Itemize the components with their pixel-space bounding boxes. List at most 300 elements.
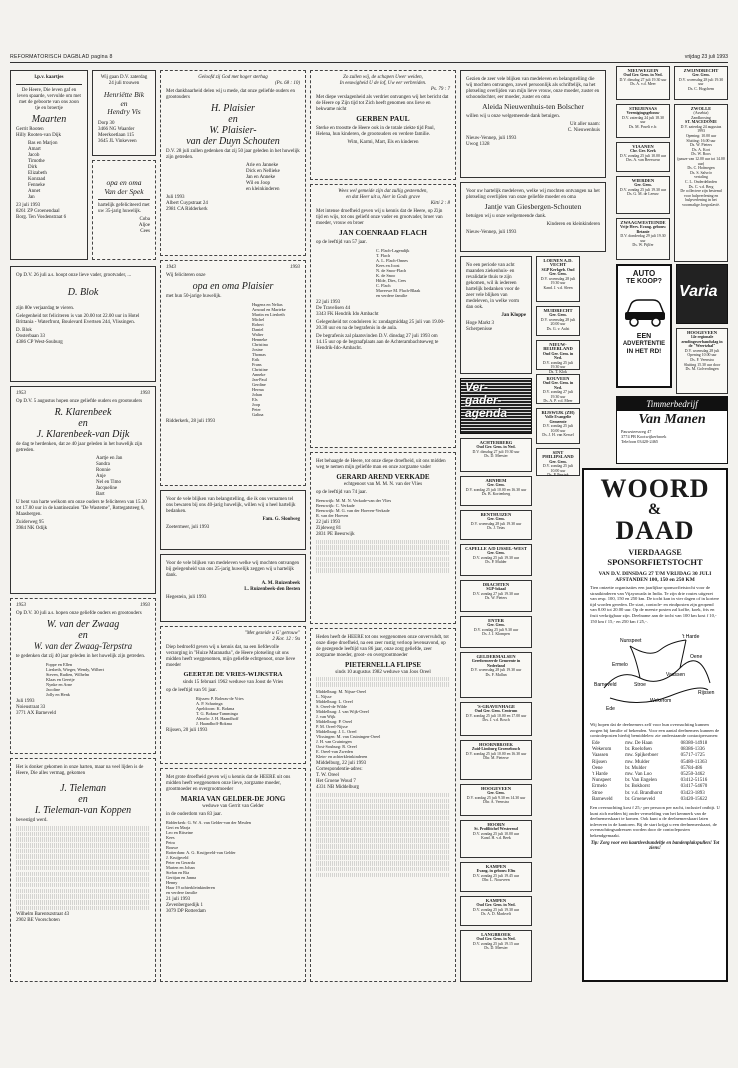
kerk-name: Chr. Ger. Kerk bbox=[630, 148, 656, 154]
kerk-k11 bbox=[536, 448, 580, 476]
family-sign: Wim, Karmi, Mart, Els en kinderen bbox=[347, 139, 419, 145]
kerk-program: Opening: 10.00 uur Sluiting: 16.00 uur Ds. W. Pieters Ds. A. Kort Ds. W. Roos (pauze van 12.00 uur tot 14.00 uur) Ds. C. Hofmegen Ds. S. Salvrör vertaling C. L. Onderdelinden Ds. C. v.d. Berg De collectere zijn bestemd voor hulpverlening en hulpverlening in het voormalige Joegoslavië. bbox=[677, 134, 725, 207]
kerk-preacher: Ds. J. J. Klompen bbox=[482, 632, 510, 637]
kerk-title: WIERDEN bbox=[631, 177, 655, 183]
kerk-preacher: Ds. B. Kortenberg bbox=[481, 492, 511, 497]
deceased-name: GEERTJE DE VRIES-WIJKSTRA bbox=[183, 671, 283, 678]
child-name: Maarten bbox=[31, 114, 67, 125]
kerk-time: D.V. dinsdag 27 juli 19.30 uur bbox=[472, 449, 520, 454]
kerk-title: HOOGEVEEN bbox=[686, 329, 718, 335]
contact-place: Vaassen bbox=[592, 753, 609, 759]
tieleman-sub: bevestigd werd. bbox=[16, 818, 48, 823]
ad-more-2: Een overnachting kost f 25,- per persoon per nacht, inclusief ontbijt. U kunt zich melden bij onder vermelding van het kenmerk van de deelnemerskaart te komen. Ook kunt u de deelnemerskaart laten inleveren in de kantoren. Bij de start krijgt u een deelnemerskaart, de overnachtingsadressen worden door de controleposten bekendgemaakt. bbox=[590, 804, 720, 838]
address: Middelburg, 22 juli 1993 Correspondentie-adres: T. W. Oreel Het Groene Woud 7 4331 NB Middelburg bbox=[316, 760, 367, 790]
kerk-name: St. Profilitchel Westerend bbox=[474, 826, 518, 832]
ad-text: Tien ontzette organisaties een jaarlijkse sponsorfietstocht voor de straatkinderen van Vijayawada in India. Te zijn drie routes uitgezet van resp. 100, 150 en 250 km. De tocht kan in vier dagen of in kortere tijd worden gereden. De start, controle- en eindposten zijn geopend van 8.00 tot 20.00 uur. Op de meeste posten zal koffie, koek, fris en fruit verkrijgbaar zijn. Deelname aan de tocht van 100 km kost f 10,- 150 km f 15,- en 250 km f 25,-. bbox=[590, 585, 720, 624]
contact-place: Ede bbox=[592, 740, 600, 746]
signature: Uit aller naam: C. Nieuwenhuis bbox=[567, 121, 600, 133]
kerk-preacher: Kand. H. v.d. Beek bbox=[481, 836, 511, 841]
contact-phone: 05250-3462 bbox=[680, 771, 705, 777]
kerk-place: Zandkrosing bbox=[691, 115, 711, 120]
deceased-age: in de ouderdom van 83 jaar. bbox=[166, 811, 222, 817]
family-list: Ridderkerk: G. W. A. van Gelder-van der Meulen Gert en Marja Leo en Ritseine Kees Petra Bouwe Rotterdam: A. G. Kruijpveld-van Gelder J. Kruijpveld Peter en Gerarda Marten en Johan Stefan en Ria Geritjan en Janna Henny Haar 19 achterkleinkinderen en verdere familie bbox=[166, 819, 251, 895]
kerk-preacher: Kand. J. v.d. Sleen bbox=[543, 286, 573, 291]
deceased-sub: echtgenoot van M. M. N. van der Vlies bbox=[343, 481, 423, 487]
company-name: Van Manen bbox=[638, 412, 706, 427]
map-label-ermelo: Ermelo bbox=[612, 662, 628, 669]
kerk-name: Oud Ger. Gem. in Ned. bbox=[476, 902, 516, 908]
kerk-name: Ger. Gem. bbox=[549, 458, 567, 464]
kerk-k22 bbox=[460, 820, 532, 858]
birthday-sub: zijn 80e verjaardag te vieren. bbox=[16, 306, 75, 311]
kerk-title: VIAANEN bbox=[632, 143, 654, 149]
kerk-k4 bbox=[616, 176, 670, 214]
kerk-k1 bbox=[616, 66, 670, 100]
ad-title: Timmerbedrijf bbox=[617, 397, 727, 411]
kerk-place-2: ST. MACEDONIE bbox=[685, 119, 717, 125]
kerk-name: Volle Evangelie Gemeente bbox=[544, 414, 572, 424]
anniv-text: Met dankbaarheid delen wij u mede, dat onze geliefde ouders en grootouders bbox=[166, 89, 295, 100]
kerk-time: D.V. zondag 25 juli 10.00 uur bbox=[542, 424, 574, 433]
kerk-k16 bbox=[460, 580, 532, 612]
contact-person: br. v.d. Brandhorst bbox=[625, 790, 663, 796]
wife-name: W. Plaisier- bbox=[209, 125, 257, 136]
deceased-sub: sinds 10 augustus 1982 weduwe van Joos Oreel bbox=[335, 669, 431, 675]
kerk-title: HOORNBROEK bbox=[479, 741, 513, 747]
kerk-time: D.V. zondag 25 juli 19.45 uur bbox=[472, 873, 520, 878]
kerk-k10 bbox=[536, 408, 580, 444]
kerk-name: Vrije Herv. Evang. gebouw Betanie bbox=[619, 224, 667, 234]
husband-name: R. Klarenbeek bbox=[54, 407, 112, 418]
auto-te-koop-ad[interactable] bbox=[616, 264, 672, 388]
address: 23 juli 1993 8261 ZP Groenendaal Borg. Ten Vosdenstraat 6 bbox=[16, 203, 67, 220]
kerk-preacher: Dhr. L. Nourveen bbox=[482, 878, 510, 883]
contact-phone: 03417-54670 bbox=[680, 784, 708, 790]
kerk-name: Oud Ger. Gem. in Ned. bbox=[623, 72, 663, 78]
thanks-text: Voor de vele blijken van medeleven welke wij mochten ontvangen bij gelegenheid van ons 25-jarig huwelijk zeggen wij u hartelijk dank. bbox=[166, 561, 300, 578]
kerk-preacher: Ds. M. Poseli e.fr. bbox=[628, 124, 658, 129]
birth-announcement bbox=[10, 70, 88, 260]
banner-title bbox=[465, 381, 507, 420]
address: 22 juli 1993 Zijdeweg 81 2831 PE Beesrwijk bbox=[316, 519, 355, 537]
kerk-time: D.V. zondag 25 juli 19.30 uur bbox=[472, 907, 520, 912]
kerk-k3 bbox=[616, 142, 670, 172]
kerk-name: Gereformeerde Gemeente in Nederland bbox=[471, 658, 521, 668]
kerk-time: D.V. zondag 25 juli 9.30 en 14.30 uur bbox=[466, 795, 526, 800]
contact-phone: 03412-51516 bbox=[680, 778, 708, 784]
contact-table bbox=[590, 741, 720, 803]
kerk-name: Ger. Gem. bbox=[487, 550, 505, 556]
place-date: Nieuw-Vennep, juli 1993 Uwog 1328 bbox=[466, 135, 517, 147]
obituary-flach bbox=[310, 184, 456, 448]
signature: Kinderen en kleinkinderen bbox=[546, 221, 600, 227]
place-date: Nieuw-Vennep, juli 1993 bbox=[466, 229, 517, 235]
ad-sub-2: SPONSORFIETSTOCHT bbox=[607, 557, 703, 567]
wedding-announcement bbox=[92, 70, 156, 156]
family-list: Rijssen: P. Boleras-de Vries A. P. Scharinga Apeldoorn: K. Bokma T. G. Bokma-Tamminga Almelo: J. H. Haandhoff J. Haandhoff-Bokma bbox=[196, 695, 244, 726]
kerk-name: Zuid-Limburg Groenebosch bbox=[471, 746, 521, 752]
deceased-age: op de leeftijd van 91 jaar. bbox=[166, 687, 217, 693]
kerk-preacher: Ds. W. Pieters bbox=[484, 596, 508, 601]
varia-text: Varia bbox=[679, 283, 718, 300]
kerk-preacher: Ds. G. v. Aalst bbox=[546, 326, 570, 331]
kerk-name: Oud Ger. Gem. in Ned. bbox=[476, 444, 516, 450]
year-start: 1953 bbox=[16, 603, 26, 608]
anniv-text: Op D.V. 30 juli a.s. hopen onze geliefde ouders en grootouders bbox=[16, 611, 142, 616]
kerk-name: Oud Ger. Gem. Centrum bbox=[474, 708, 518, 714]
anniv-sub: D.V. 28 juli zullen gedenken dat zij 50 jaar geleden in het huwelijk zijn getreden. bbox=[166, 149, 300, 160]
children-list: Arie en Janneke Dick en Nellieke Jan en Anneke Wil en Joop en kleinkinderen bbox=[246, 163, 280, 192]
signature: Fam. G. Sloolweg bbox=[262, 517, 300, 522]
condolence-info: Gelegenheid tot condoleren is: zondagmiddag 25 juli van 19.00-20.30 uur en na de begrafenis in de aula. bbox=[316, 319, 445, 331]
place-date: Hegestein, juli 1993 bbox=[166, 595, 207, 600]
signature: Jan Kloppe bbox=[501, 313, 526, 318]
kerk-title: CAPELLE A/D IJSSEL-WEST bbox=[465, 545, 527, 551]
kerk-preacher: Ds. P. Mulder bbox=[485, 560, 507, 565]
kerk-title: HOORN bbox=[487, 821, 505, 827]
kerk-time: D.V. woensdag 28 juli 19.30 uur bbox=[540, 276, 576, 286]
kerk-name: Evang. in gebouw Eltu bbox=[476, 868, 516, 874]
signature: A. M. Ruizenbeek L. Ruizenbeek-den Besten bbox=[244, 581, 300, 592]
kerk-title: MUIDRECHT bbox=[543, 307, 573, 313]
kerk-preacher: Ds. G. M. de Leeuw bbox=[627, 192, 659, 197]
kerk-time: D.V. dinsdag 27 juli 19.30 uur bbox=[619, 77, 667, 82]
contact-phone: 03423-1893 bbox=[680, 790, 705, 796]
congrats-plaisier bbox=[160, 260, 306, 486]
contact-person: br. Mulder bbox=[625, 765, 647, 771]
announcement-header: l.p.v. kaartjes bbox=[34, 75, 64, 80]
husband-name: W. van der Zwaag bbox=[46, 619, 120, 630]
kerk-title: LOENEN A.D. VECHT bbox=[543, 257, 573, 268]
wife-name: I. Tieleman-van Koppen bbox=[34, 805, 132, 816]
wife-name-2: van der Duyn Schouten bbox=[186, 136, 280, 147]
kerk-k20 bbox=[460, 740, 532, 780]
kerk-name: Ger. Gem. bbox=[634, 182, 652, 188]
kerk-title: NIEUWEGEIN bbox=[627, 67, 659, 73]
thanks-text: Voor uw hartelijk medeleven, welke wij mochten ontvangen na het plotseling overlijden van onze geliefde moeder en oma bbox=[466, 189, 600, 200]
kerk-k19 bbox=[460, 702, 532, 736]
and-text: en bbox=[78, 794, 88, 805]
kerk-k12 bbox=[460, 438, 532, 472]
kerk-k25 bbox=[460, 930, 532, 982]
kerk-preacher: Ds. A. P. v.d. Meer bbox=[543, 399, 573, 404]
kerk-k6 bbox=[536, 256, 580, 302]
congrats-text: hartelijk gefeliciteerd met uw 35-jarig huwelijk. bbox=[98, 203, 150, 214]
birthday-blok bbox=[10, 266, 156, 382]
contact-place: Barneveld bbox=[592, 796, 613, 802]
map-label-vaassen: Vaassen bbox=[666, 672, 686, 679]
address: 21 juli 1993 Zevenbergsedijk 1 3079 DP Rotterdam bbox=[166, 896, 206, 914]
banner-line2: gader- bbox=[465, 393, 502, 407]
deceased-name: Aleida Nieuwenhuis-ten Bolscher bbox=[482, 102, 584, 111]
kerk-name: Ger. Gem. bbox=[487, 622, 505, 628]
kerk-time: D.V. zondag 25 juli 19.30 uur bbox=[542, 360, 574, 370]
thanks-sub: betuigen wij u onze welgemeende dank. bbox=[466, 213, 547, 219]
kerk-name: Ger. Gem. bbox=[692, 72, 710, 78]
contact-place: Nunspeet bbox=[592, 778, 611, 784]
kerk-name: Ger. Gem. bbox=[487, 790, 505, 796]
kerk-time: D.V. woensdag 28 juli 19.30 uur bbox=[470, 668, 522, 673]
kerk-title: KAMPEN bbox=[485, 863, 507, 869]
congrats-box bbox=[92, 160, 156, 260]
ad-sub-1: VIERDAAGSE bbox=[628, 548, 682, 557]
year-end: 1993 bbox=[140, 391, 150, 396]
kerk-k18 bbox=[460, 652, 532, 698]
contact-place: Stroe bbox=[592, 790, 603, 796]
anniv-sub: de dag te herdenken, dat ze 40 jaar geleden in het huwelijk zijn getreden. bbox=[16, 442, 143, 453]
kerk-preacher: Ds. J. H. van Kessel bbox=[542, 433, 574, 438]
kerk-name: SGP-lokaal bbox=[486, 586, 506, 592]
thanks-sub: willen wij u onze welgemeende dank betuigen. bbox=[466, 113, 560, 119]
kerk-title: ENTER bbox=[488, 617, 504, 623]
contact-phone: 05480-11363 bbox=[680, 759, 708, 765]
contact-place: Oene bbox=[592, 765, 603, 771]
verse: Geloofd zij God met hoger sterhag bbox=[198, 75, 268, 80]
family-list: Middelburg: M. Nijsse-Oreel L. Nijsse Middelburg: L. Oreel S. Oreel-de Wilde Middelburg: J. van Wijk-Oreel J. van Wijk Middelburg: P. Oreel P. M. Oreel-Nijsse Middelburg: J. L. Oreel Vlissingen: M. van Cruiningen-Oreel J. H. van Cruiningen Oost-Souburg: R. Oreel E. Oreel-van Zweden Klein- en achterkleinkinderen bbox=[316, 688, 381, 759]
timmerbedrijf-ad[interactable] bbox=[616, 396, 728, 464]
anniversary-klarenbeek bbox=[10, 386, 156, 594]
kerk-title: ARNHEM bbox=[485, 477, 507, 483]
deceased-age: op de leeftijd van 74 jaar. bbox=[316, 489, 367, 495]
car-icon bbox=[621, 286, 669, 328]
obituary-text: Met intense droefheid geven wij u kennis dat de Heere, op Zijn tijd en wijs, tot ons geliefd onze vader en grootvader, broer van moeder, vrouw en broer bbox=[316, 209, 443, 226]
kerk-preacher: Dhr. A. Veenstra bbox=[483, 800, 509, 805]
kerk-zwijndrecht bbox=[674, 66, 728, 100]
ad-title-1: WOORD bbox=[600, 474, 710, 503]
ad-date: VAN D.V. DINSDAG 27 T/M VRIJDAG 30 JULI bbox=[598, 571, 712, 577]
vergader-agenda-banner bbox=[460, 378, 532, 434]
place-date: Zoetermeer, juli 1993 bbox=[166, 525, 210, 530]
kerk-time: D.V. woensdag 28 juli bbox=[684, 348, 720, 353]
grandchildren-list: Hugenz en Nelias Arnoud en Marieke Martin en Liesbeth Michel Robert Daniel Walter Henneke Christina Josine Thomas Erik Frans Christine Anneke Jan-Paul Gerdine Herma Johan Els Joop Peter Galina bbox=[252, 302, 286, 417]
and-text: en bbox=[120, 98, 128, 108]
obituary-text: Met diepe verslagenheid als verdriet ontvangen wij het bericht dat de Heere op Zijn tijd tot Zich heeft genomen ons lieve en bekwame nicht bbox=[316, 95, 449, 112]
anniversary-plaisier bbox=[160, 70, 306, 256]
thanks-text: Gezien de zeer vele blijken van medeleven en belangstelling die wij mochten ontvangen, zowel persoonlijk als schriftelijk, na het plotseling overlijden van mijn lieve vrouw, onze moeder, zuster en schoondochter, eer moeder, zuster en oma bbox=[466, 77, 600, 100]
obituary-text: Diep bedroefd geven wij u kennis dat, na een liefdevolle verzorging in "Huize Maranatha", de Heere plotseling uit ons midden heeft weggenomen, mijn geliefde echtgenoot, onze lieve moeder bbox=[166, 645, 296, 668]
anniv-text: Op D.V. 5 augustus hopen onze geliefde ouders en grootouders bbox=[16, 399, 143, 404]
verse-ref: 2 Kor. 12 : 9a bbox=[272, 637, 300, 642]
kerk-k14 bbox=[460, 510, 532, 540]
masthead bbox=[10, 54, 728, 63]
ad-title-2: DAAD bbox=[615, 516, 695, 545]
map-label-wekerom: Wekerom bbox=[650, 698, 672, 705]
kerk-title: ZWIJNDRECHT bbox=[683, 67, 719, 73]
tieleman-text: Het is donker gekomen in onze harten, maar na veel lijden is de Heere, Die alles vermag, gekomen bbox=[16, 765, 144, 776]
contact-phone: 08386-1336 bbox=[680, 747, 705, 753]
kerk-preacher: Ds. D. Meester bbox=[484, 946, 508, 951]
contact-phone: 05784-486 bbox=[680, 765, 703, 771]
deceased-name: GERBEN PAUL bbox=[356, 114, 410, 123]
kerk-name: Ger. Gem. bbox=[487, 482, 505, 488]
kerk-title: SINT PHILIPSLAND bbox=[542, 449, 574, 460]
ad-line3: EEN bbox=[636, 333, 652, 340]
kerk-program: Opening 10.00 uur Ds. F. Veenstra Sluiting 15.30 uur door Ds. M. Golverdingen bbox=[683, 353, 721, 372]
congrats-text: Wij feliciteren onze bbox=[166, 273, 206, 278]
deceased-name: MARIA VAN GELDER-DE JONG bbox=[180, 795, 286, 803]
company-address: Pauwsteesweg 47 3774 PB Kootwijkerbroek Telefoon 03420-2465 bbox=[621, 429, 667, 444]
ad-line1: AUTO bbox=[632, 269, 656, 278]
family-list: C. Flach-Lagendijk T. Flach A. L. Flach-Onnes Kees en Joost N. de Snoo-Flach K. de Snoo Hilde, Dies, Cees C. Flach Maverwe M. Flach-Blaak en verdere familie bbox=[376, 247, 421, 298]
year-end: 1993 bbox=[140, 603, 150, 608]
kerk-time: D.V. zondag 25 juli 10.00 uur bbox=[472, 831, 520, 836]
reception-text: U bent van harte welkom om onze ouders te feliciteren van 15.30 tot 17.00 uur in de kantinezalen "De Wasteme", Rottegatsteeg 6, Maasbergen. bbox=[16, 500, 147, 517]
thanks-nieuwenhuis bbox=[460, 70, 606, 178]
thanks-text: No een periode van acht maanden ziekenhuis- en revalidatie thuis te zijn gekomen, wil ik iedereen hartelijk bedanken voor de zeer vele blijken van medeleven, in welke vorm dan ook. bbox=[466, 263, 520, 310]
kerk-k24 bbox=[460, 896, 532, 926]
kerk-time: D.V. zaterdag 24 augustus 1993 bbox=[680, 124, 722, 134]
obituary-sub: Sterke en troostte de Heere ook in de totale ziekte tijd Paul, Helena, hun kinderen, de grootouders en verdere familie. bbox=[316, 125, 435, 137]
deceased-name: Jantje van Giesbergen-Schouten bbox=[484, 202, 582, 211]
kerk-title: BENTHUIZEN bbox=[480, 511, 512, 517]
woord-en-daad-ad[interactable] bbox=[582, 468, 728, 982]
thanks-kloppe bbox=[460, 256, 532, 374]
kerk-title: ROUVEEN bbox=[546, 375, 570, 381]
kerk-name: Oud Ger. Gem. in Ned. bbox=[542, 380, 574, 390]
varia-banner bbox=[676, 264, 728, 324]
kerk-title: 'S-GRAVENHAGE bbox=[476, 703, 516, 709]
contact-person: br. Van Engelen bbox=[625, 778, 657, 784]
kerk-title: NIEUW-BEIJERLAND bbox=[543, 341, 573, 352]
grandchildren: Coba Aljoe Cees bbox=[138, 217, 150, 234]
siblings: Bas en Marjon Amart Jacob Timothe Dirk Elizabeth Konraad Fenneke Annet Jan bbox=[28, 141, 58, 200]
map-label-rijssen: Rijssen bbox=[698, 690, 715, 697]
groom-name: Hendry Vis bbox=[107, 107, 141, 116]
kerk-name: Ger. Gem. bbox=[549, 312, 567, 318]
couple-line1: opa en oma bbox=[106, 178, 142, 187]
kerk-title: HOOGEVEEN bbox=[480, 785, 512, 791]
map-label-ede: Ede bbox=[606, 706, 615, 713]
kerk-preacher: Ds. F. Mallan bbox=[485, 672, 507, 677]
verse-ref: (Ps. 68 : 10) bbox=[275, 81, 300, 86]
thanks-giesbergen bbox=[460, 182, 606, 252]
anniversary-tieleman bbox=[10, 758, 156, 982]
address: Juli 1993 Noieustraat 33 3771 AX Barneveld bbox=[16, 699, 56, 716]
wedding-text: Wij gaan D.V. zaterdag 24 juli trouwen bbox=[100, 75, 148, 86]
year-end: 1993 bbox=[290, 265, 300, 270]
ad-line2: TE KOOP? bbox=[626, 278, 662, 285]
kerk-zwolle bbox=[674, 104, 728, 262]
kerk-k17 bbox=[460, 616, 532, 648]
kerk-title: STRIJENSAS bbox=[629, 105, 657, 111]
address: Hoge Markt 3 Scherpenisse bbox=[466, 321, 495, 332]
kerk-name: SGP Kerkgeb. Oud Ger. Gem. bbox=[541, 266, 575, 277]
obituary-text: Het behaagde de Heere, tot onze diepe droefheid, uit ons midden weg te nemen mijn geliefde man en onze zorgzame vader bbox=[316, 459, 446, 470]
ad-line5: IN HET RD! bbox=[626, 348, 662, 355]
banner-line3: agenda bbox=[465, 406, 508, 420]
map-label-stroe: Stroe bbox=[634, 682, 646, 689]
ad-line4: ADVERTENTIE bbox=[622, 341, 666, 347]
kerk-k8 bbox=[536, 340, 580, 375]
contact-place: Wekerom bbox=[592, 747, 612, 753]
place-date: Rijssen, 20 juli 1993 bbox=[166, 727, 208, 733]
deceased-sub: weduwe van Gerrit van Gelder bbox=[202, 803, 264, 809]
ad-more: Wij hopen dat de deelnemers zelf voor hun overnachting kunnen zorgen bij familie of bekenden. Voor een aantal deelnemers kunnen de controleposten hierbij bemiddelen: zie onderstaande contactpersonen: bbox=[590, 722, 720, 739]
year-start: 1943 bbox=[166, 265, 176, 270]
kerk-k13 bbox=[460, 476, 532, 506]
kerk-hoogeveen bbox=[676, 328, 728, 394]
and-text: en bbox=[78, 630, 88, 641]
deceased-name: PIETERNELLA FLIPSE bbox=[344, 661, 422, 669]
anniv-sub: te gedenken dat zij 40 jaar geleden in het huwelijk zijn getreden. bbox=[16, 654, 146, 659]
contact-person: mw. De Haan bbox=[625, 740, 653, 746]
kerk-preacher: Drs. J. v.d. Bosch bbox=[482, 718, 510, 723]
contact-row bbox=[590, 797, 720, 803]
birthday-text: Op D.V. 26 juli a.s. hoopt onze lieve vader, grootvader, ... bbox=[16, 273, 132, 278]
kerk-preacher: Ds. A. D. Markvelt bbox=[481, 912, 511, 917]
banner-line1: Ver- bbox=[465, 380, 488, 394]
kerk-title: ZWOLLE bbox=[690, 105, 712, 111]
kerk-sub: (Assebia) bbox=[693, 111, 709, 116]
kerk-time: D.V. zondag 25 juli 9.30 uur bbox=[473, 627, 519, 632]
deceased-name: GERARD AREND VERKADE bbox=[336, 473, 430, 481]
contact-phone: 08380-14918 bbox=[680, 740, 708, 746]
kerk-k7 bbox=[536, 306, 580, 336]
obituary-text: Heden heeft de HEERE tot ons weggenomen onze onvervuhdt, tot onze diepe droefheid, na een zeer rustig verloop levensavond, op de gezegende leeftijd van 86 jaar, onze zorg geliefde, zeer zorgzame moeder, groot- en overgrootmoeder bbox=[316, 635, 449, 658]
family-list: Beesrwijk: M. M. N. Verkade-van der Vlies Beesrwijk: C. Verkade Beesrwijk: M. G. van der Hoeven-Verkade R. van der Hoeven bbox=[316, 497, 392, 518]
contact-phone: 05717-1725 bbox=[680, 753, 705, 759]
route-map bbox=[590, 628, 722, 718]
kerk-preacher: Ds. T. Klok bbox=[548, 370, 567, 375]
kerk-k15 bbox=[460, 544, 532, 576]
person-name: D. Blok bbox=[67, 287, 99, 298]
kerk-time: D.V. woensdag 28 juli 19.30 uur bbox=[470, 521, 522, 526]
obituary-paul bbox=[310, 70, 456, 180]
kerk-time: D.V. zaterdag 24 juli 18.30 uur bbox=[622, 115, 664, 125]
kerk-sub: 14e regionale zendingsverbandsdag in de "Weertzhal" bbox=[681, 334, 723, 349]
map-label-oene: Oene bbox=[690, 654, 703, 661]
map-label-barneveld: Barneveld bbox=[594, 682, 617, 689]
obituary-text: Met grote droefheid geven wij u kennis dat de HEERE uit ons midden heeft weggenomen onze lieve, zorgzame moeder, grootmoeder en overgrootmoeder bbox=[166, 775, 291, 792]
couple-line2: Van der Spek bbox=[104, 186, 144, 196]
husband-name: H. Plaisier bbox=[211, 103, 255, 114]
kerk-preacher: Ds. D. Meester bbox=[484, 454, 508, 459]
kerk-preacher: Ds. P. Perrink bbox=[547, 473, 569, 478]
thanks-ruizenbeek bbox=[160, 554, 306, 622]
contact-person: br. Roelofsen bbox=[625, 747, 652, 753]
kerk-name: Ger. Gem. bbox=[487, 516, 505, 522]
map-label-nunspeet: Nunspeet bbox=[620, 638, 642, 645]
address: 22 juli 1993 De Travelisen 44 3343 FK Hendrik Ido Ambacht bbox=[316, 299, 379, 317]
kerk-title: DRACHTEN bbox=[482, 581, 510, 587]
obituary-flipse bbox=[310, 628, 456, 982]
kerk-time: D.V. zondag 27 juli 19.30 uur bbox=[542, 390, 574, 399]
kerk-k9 bbox=[536, 374, 580, 404]
couple-name: opa en oma Plaisier bbox=[192, 281, 274, 292]
contact-person: mw. Mulder bbox=[625, 759, 650, 765]
kerk-preacher: Drs. A. van Beeswear bbox=[626, 158, 660, 163]
contact-place: Ermelo bbox=[592, 784, 607, 790]
place-date: Ridderkerk, 28 juli 1993 bbox=[166, 419, 216, 424]
children-list: Aartje en Jan Sandra Ronnie Anje Nel en Timo Jacqueline Bart bbox=[96, 456, 123, 497]
deceased-sub: sinds 15 februari 1962 weduwe van Joost de Vries bbox=[182, 679, 284, 685]
kerk-k2 bbox=[616, 104, 670, 138]
kerk-preacher: Ds. A. v.d. Meer bbox=[630, 82, 656, 87]
kerk-time: D.V. woensdag 28 juli 20.00 uur bbox=[540, 317, 576, 327]
kerk-time: D.V. zondag 25 juli 10.00 uur bbox=[619, 153, 667, 158]
kerk-title: ACHTERBERG bbox=[479, 439, 513, 445]
ad-footer: Tip: Zorg voor een kaartleesbundeltje en bandenplakspullen! Tot ziens! bbox=[590, 840, 720, 851]
funeral-info: De begrafenis zal plaatsvinden D.V. dinsdag 27 juli 1993 om 14.15 uur op de begraafplaats aan de Achterambachtseweg te Hendrik-Ido-Ambacht. bbox=[316, 333, 439, 351]
kerk-time: D.V. zondag 25 juli 10.00 en 16.30 uur bbox=[465, 751, 527, 756]
kerk-title: ZWAAGWESTEINDE bbox=[620, 219, 666, 225]
map-label-harde: 't Harde bbox=[682, 634, 700, 641]
obituary-van-gelder bbox=[160, 768, 306, 982]
kerk-time: D.V. donderdag 29 juli 19.30 uur bbox=[620, 234, 666, 243]
address: Wilhelm Barentszstraat 43 2902 BE Voorschoten bbox=[16, 912, 70, 924]
contact-person: mw. Van Loo bbox=[625, 771, 652, 777]
obituary-de-vries bbox=[160, 626, 306, 764]
